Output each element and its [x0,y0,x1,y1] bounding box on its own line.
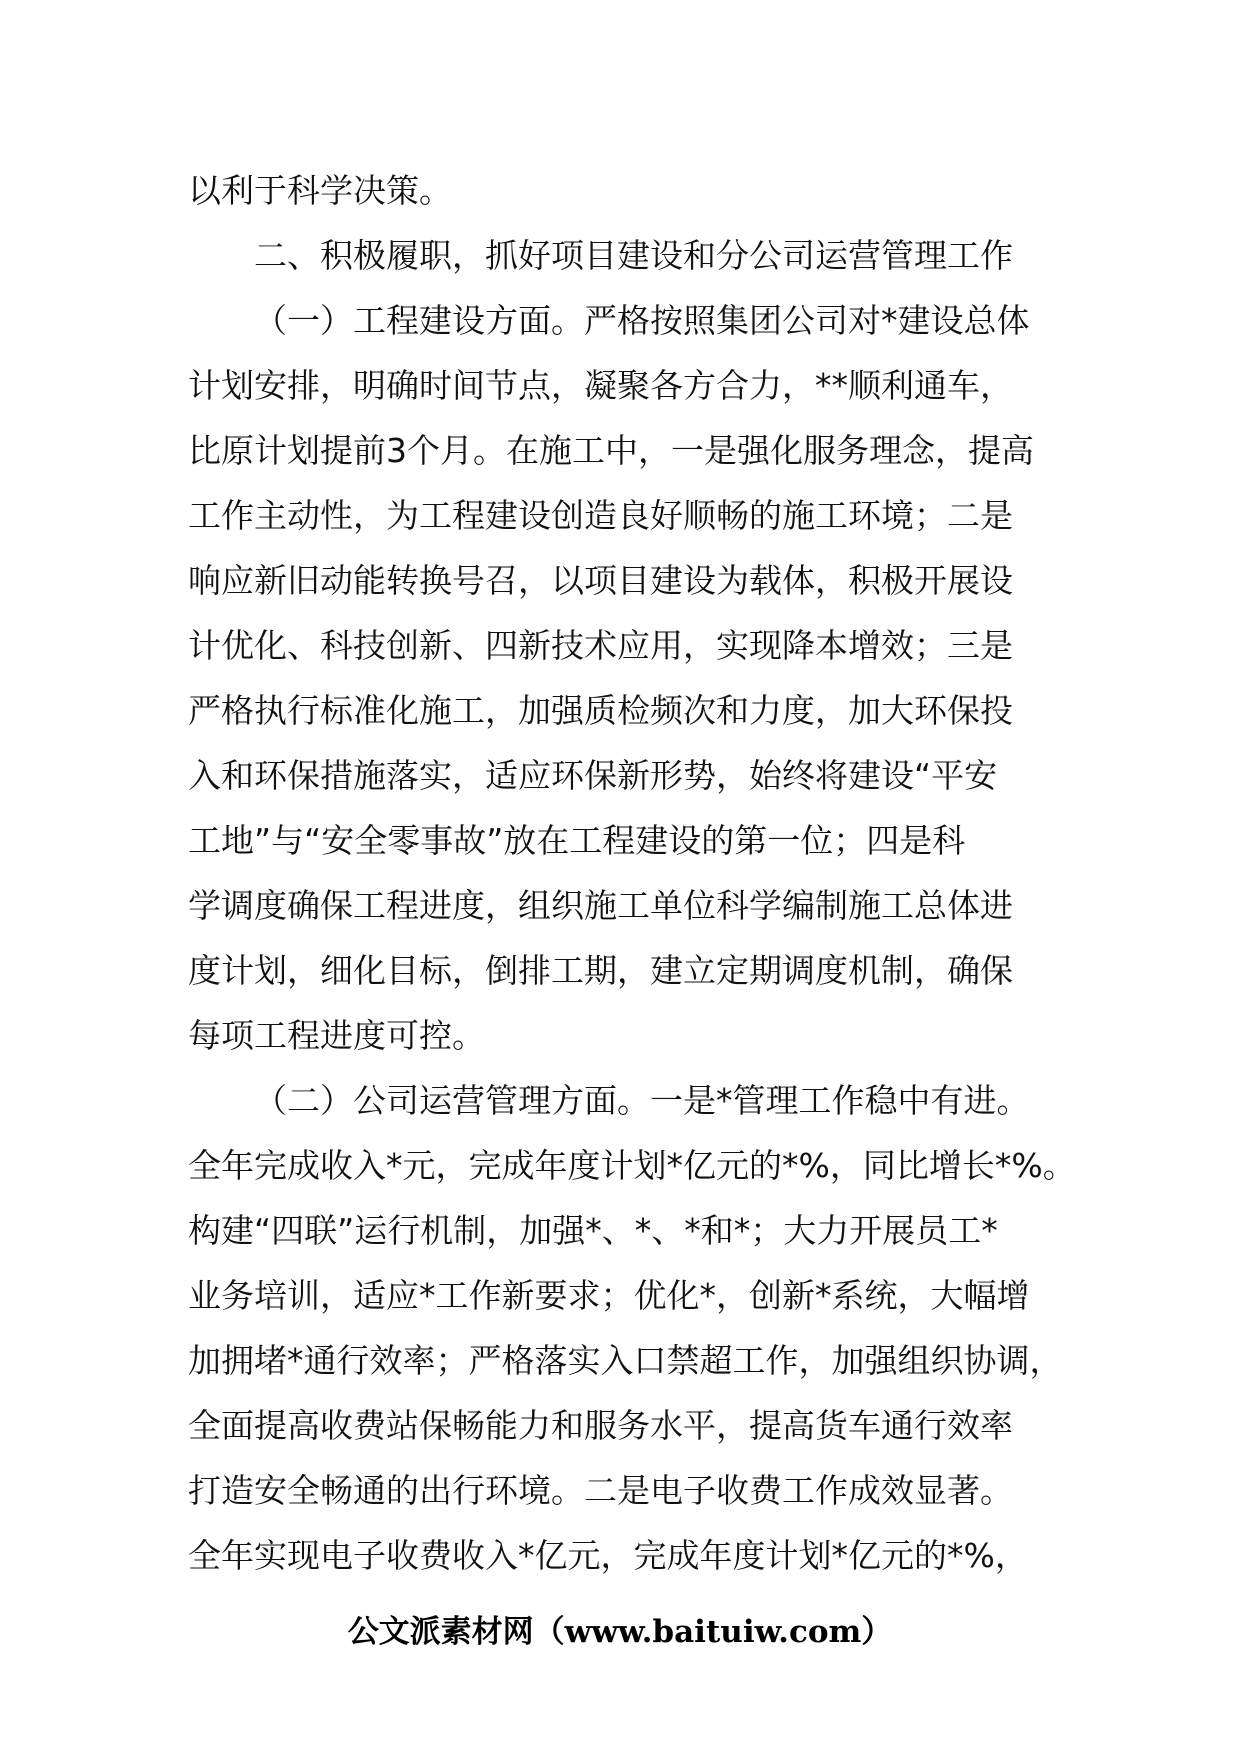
paragraph-line: 度计划，细化目标，倒排工期，建立定期调度机制，确保 [188,951,1013,990]
paragraph-line: 入和环保措施落实，适应环保新形势，始终将建设“平安 [188,756,998,795]
paragraph-line: 工作主动性，为工程建设创造良好顺畅的施工环境；二是 [188,496,1013,535]
paragraph-line: 比原计划提前3个月。在施工中，一是强化服务理念，提高 [188,431,1034,470]
paragraph-line: 计划安排，明确时间节点，凝聚各方合力，**顺利通车， [188,366,1013,405]
paragraph-line: 计优化、科技创新、四新技术应用，实现降本增效；三是 [188,626,1013,665]
paragraph-line: 全年完成收入*元，完成年度计划*亿元的*%，同比增长*%。 [188,1146,1076,1185]
paragraph-line: 构建“四联”运行机制，加强*、*、*和*；大力开展员工* [188,1211,998,1250]
paragraph-line: 学调度确保工程进度，组织施工单位科学编制施工总体进 [188,886,1013,925]
paragraph-line: 以利于科学决策。 [188,171,452,210]
paragraph-line: 响应新旧动能转换号召，以项目建设为载体，积极开展设 [188,561,1013,600]
paragraph-line: 打造安全畅通的出行环境。二是电子收费工作成效显著。 [188,1471,1013,1510]
watermark-footer: 公文派素材网（www.baituiw.com） [347,1614,893,1650]
paragraph-line: 严格执行标准化施工，加强质检频次和力度，加大环保投 [188,691,1013,730]
paragraph-line: 全面提高收费站保畅能力和服务水平，提高货车通行效率 [188,1406,1013,1445]
paragraph-line: 工地”与“安全零事故”放在工程建设的第一位；四是科 [188,821,966,860]
document-body [188,158,1076,1588]
paragraph-line: 每项工程进度可控。 [188,1016,485,1055]
paragraph-line: （二）公司运营管理方面。一是*管理工作稳中有进。 [254,1081,1030,1120]
paragraph-line: 全年实现电子收费收入*亿元，完成年度计划*亿元的*%， [188,1536,1028,1575]
paragraph-line: （一）工程建设方面。严格按照集团公司对*建设总体 [254,301,1030,340]
section-heading: 二、积极履职，抓好项目建设和分公司运营管理工作 [254,236,1013,275]
paragraph-line: 业务培训，适应*工作新要求；优化*，创新*系统，大幅增 [188,1276,1030,1315]
paragraph-line: 加拥堵*通行效率；严格落实入口禁超工作，加强组织协调， [188,1341,1063,1380]
